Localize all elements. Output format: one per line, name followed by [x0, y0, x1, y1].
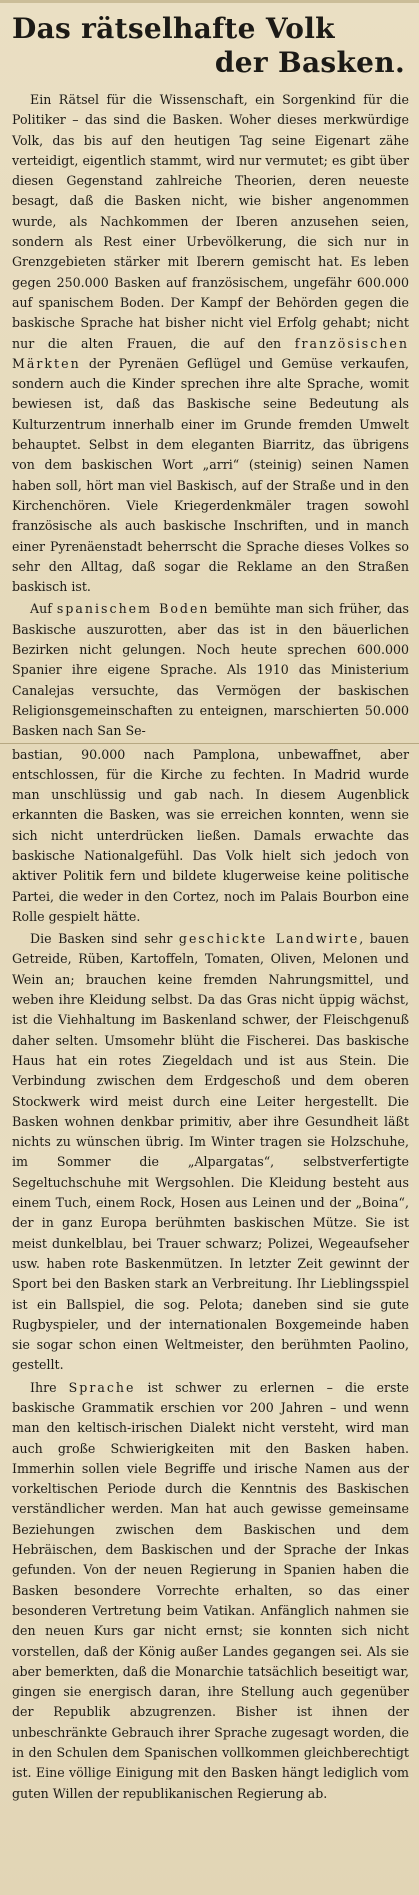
headline: [12, 12, 409, 80]
spaced-emphasis: französischen Märkten: [12, 335, 409, 371]
spaced-emphasis: spanischem Boden: [56, 601, 210, 617]
spaced-emphasis: geschickte Landwirte: [178, 931, 360, 947]
paragraph-2-text-b: bemühte man sich früher, das Baskische auszurotten, aber das ist in den bäuerlichen Bezirken nicht gelungen. Noch heute sprechen 600.000 Spanier ihre eigene Sprache. Als 1910 das Ministerium Canalejas versuchte, das Vermögen der baskischen Religionsgemeinschaften zu enteignen, marschierten 50.000 Basken nach San Se-: [12, 601, 409, 739]
paragraph-1-text-b: der Pyrenäen Geflügel und Gemüse verkaufen, sondern auch die Kinder sprechen ihre alte Sprache, womit bewiesen ist, daß das Baskische seine Bedeutung als Kulturzentrum innerhalb einer im Grunde fremden Umwelt behauptet. Selbst in dem eleganten Biarritz, das übrigens von dem baskischen Wort „arri“ (steinig) seinen Namen haben soll, hört man viel Baskisch, auf der Straße und in den Kirchenchören. Viele Kriegerdenkmäler tragen sowohl französische als auch baskische Inschriften, und in manch einer Pyrenäenstadt beherrscht die Sprache dieses Volkes so sehr den Alltag, daß sogar die Reklame an den Straßen baskisch ist.: [12, 355, 409, 595]
headline-line-2: der Basken.: [214, 46, 405, 79]
paragraph-4: [12, 929, 409, 1376]
paragraph-5: [12, 1378, 409, 1804]
paragraph-2: [12, 599, 409, 741]
paragraph-5-text-a: Ihre: [30, 1379, 69, 1395]
paragraph-1-text-a: Ein Rätsel für die Wissenschaft, ein Sorgenkind für die Politiker – das sind die Basken. Woher dieses merkwürdige Volk, das bis auf den heutigen Tag seine Eigenart zähe verteidigt, eigentlich stammt, wird nur vermutet; es gibt über diesen Gegenstand zahlreiche Theorien, deren neueste besagt, daß die Basken nicht, wie bisher angenommen wurde, als Nachkommen der Iberen anzusehen seien, sondern als Rest einer Urbevölkerung, die sich nur in Grenzgebieten stärker mit Iberern gemischt hat. Es leben gegen 250.000 Basken auf französischem, ungefähr 600.000 auf spanischem Boden. Der Kampf der Behörden gegen die baskische Sprache hat bisher nicht viel Erfolg gehabt; nicht nur die alten Frauen, die auf den: [12, 92, 409, 351]
paragraph-5-text-b: ist schwer zu erlernen – die erste baskische Grammatik erschien vor 200 Jahren – und wenn man den keltisch-irischen Dialekt nicht versteht, wird man auch große Schwierigkeiten mit den Basken haben. Immerhin sollen viele Begriffe und irische Namen aus der vorkeltischen Periode durch die Kenntnis des Baskischen verständlicher werden. Man hat auch gewisse gemeinsame Beziehungen zwischen dem Baskischen und dem Hebräischen, dem Baskischen und der Sprache der Inkas gefunden. Von der neuen Regierung in Spanien haben die Basken besondere Vorrechte erhalten, so das einer besonderen Vertretung beim Vatikan. Anfänglich nahmen sie den neuen Kurs gar nicht ernst; sie konnten sich nicht vorstellen, daß der König außer Landes gegangen sei. Als sie aber bemerkten, daß die Monarchie tatsächlich beseitigt war, gingen sie energisch daran, ihre Stellung auch gegenüber der Republik abzugrenzen. Bisher ist ihnen der unbeschränkte Gebrauch ihrer Sprache zugesagt worden, die in den Schulen dem Spanischen vollkommen gleichberechtigt ist. Eine völlige Einigung mit den Basken hängt lediglich vom guten Willen der republikanischen Regierung ab.: [12, 1379, 410, 1801]
headline-line-1: Das rätselhafte Volk: [12, 12, 335, 45]
paragraph-4-text-b: , bauen Getreide, Rüben, Kartoffeln, Tomaten, Oliven, Melonen und Wein an; brauchen keine fremden Nahrungsmittel, und weben ihre Kleidung selbst. Da das Gras nicht üppig wächst, ist die Viehhaltung im Baskenland schwer, der Fleischgenuß daher selten. Umsomehr blüht die Fischerei. Das baskische Haus hat ein rotes Ziegeldach und ist aus Stein. Die Verbindung zwischen dem Erdgeschoß und dem oberen Stockwerk wird meist durch eine Leiter hergestellt. Die Basken wohnen denkbar primitiv, aber ihre Gesundheit läßt nichts zu wünschen übrig. Im Winter tragen sie Holzschuhe, im Sommer die „Alpargatas“, selbstverfertigte Segeltuchschuhe mit Wergsohlen. Die Kleidung besteht aus einem Tuch, einem Rock, Hosen aus Leinen und der „Boina“, der in ganz Europa berühmten baskischen Mütze. Sie ist meist dunkelblau, bei Trauer schwarz; Polizei, Wegeaufseher usw. haben rote Baskenmützen. In letzter Zeit gewinnt der Sport bei den Basken stark an Verbreitung. Ihr Lieblingsspiel ist ein Ballspiel, die sog. Pelota; daneben sind sie gute Rugbyspieler, und der internationalen Boxgemeinde haben sie sogar schon einen Weltmeister, den berühmten Paolino, gestellt.: [12, 931, 409, 1373]
paragraph-1: [12, 90, 409, 597]
paragraph-2-text-a: Auf: [30, 601, 57, 617]
clipping-fold-line: [0, 743, 419, 744]
spaced-emphasis: Sprache: [68, 1379, 136, 1395]
paragraph-4-text-a: Die Basken sind sehr: [30, 931, 179, 947]
paragraph-3: bastian, 90.000 nach Pamplona, unbewaffnet, aber entschlossen, für die Kirche zu fechten. In Madrid wurde man unschlüssig und gab nach. In diesem Augenblick erkannten die Basken, was sie erreichen konnten, wenn sie sich nicht unterdrücken ließen. Damals erwachte das baskische Nationalgefühl. Das Volk hielt sich jedoch von aktiver Politik fern und bildete klugerweise keine politische Partei, die weder in den Cortez, noch im Palais Bourbon eine Rolle gespielt hätte.: [12, 746, 409, 924]
